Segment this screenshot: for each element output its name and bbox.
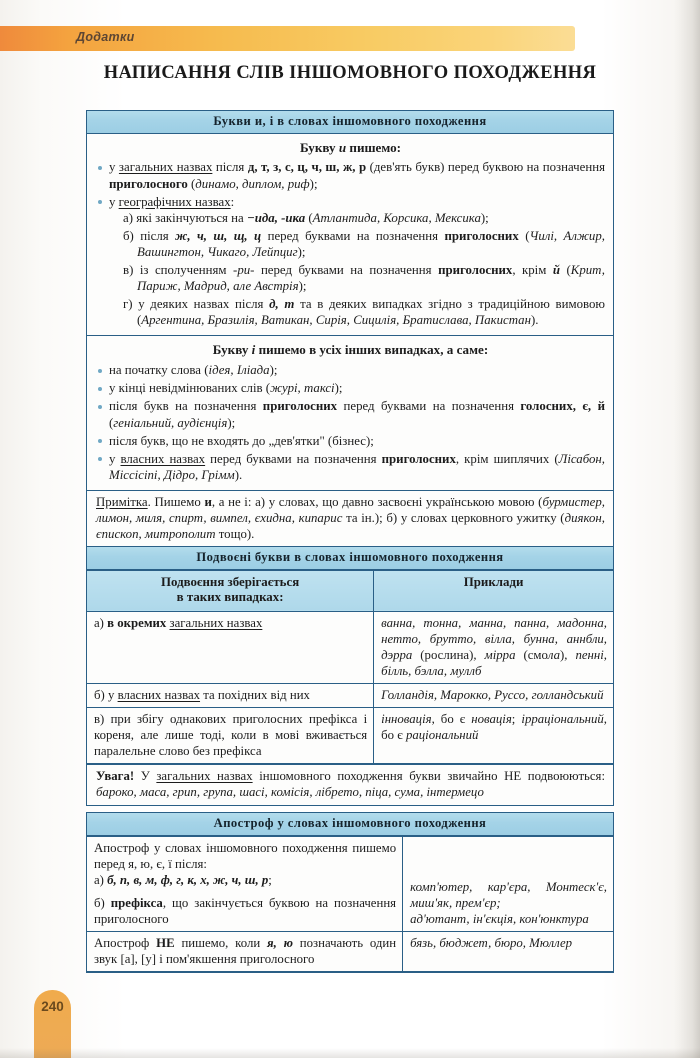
- table-row: [87, 611, 613, 683]
- apostrophe-rule-intro: Апостроф у словах іншомовного походження пишемо перед я, ю, є, ї після:: [94, 840, 397, 871]
- section-double-band-title: Подвоєні букви в словах іншомовного походження: [87, 547, 613, 570]
- table-row: [87, 836, 613, 892]
- section-letters-band-title: Букви и, і в словах іншомовного походження: [87, 111, 613, 134]
- table-row: [87, 931, 613, 971]
- list-item: у загальних назвах після д, т, з, с, ц, ч, ш, ж, р (дев'ять букв) перед буквою на позначення приголосного (динамо, диплом, риф);: [96, 159, 605, 192]
- list-item: у географічних назвах: а) які закінчуються на −ида, -ика (Атлантида, Корсика, Мексика); б) після ж, ч, ш, щ, ц перед буквами на позначення приголосних (Чилі, Алжир, Вашингтон, Чикаго, Лейпциг); в) із сполученням -ри- перед буквами на позначення приголосних, крім й (Крит, Париж, Мадрид, але Австрія); г) у деяких назвах після д, т та в деяких випадках згідно з традиційною вимовою (Аргентина, Бразилія, Ватикан, Сирія, Сицилія, Братислава, Пакистан).: [96, 194, 605, 329]
- page-number-tab: [34, 990, 71, 1058]
- col-header-rule-line2: в таких випадках:: [176, 590, 284, 605]
- apostrophe-rule-a: а) б, п, в, м, ф, г, к, х, ж, ч, ш, р;: [94, 872, 272, 887]
- page-bottom-shadow: [0, 1048, 700, 1058]
- section-apostrophe-block: [86, 812, 614, 973]
- lead-letter-y: Букву и пишемо:: [299, 139, 402, 155]
- page-edge-shadow: [674, 0, 700, 1058]
- sub-item-g: г) у деяких назвах після д, т та в деяких випадках згідно з традиційною вимовою (Аргентина, Бразилія, Ватикан, Сирія, Сицилія, Братислава, Пакистан).: [123, 296, 605, 328]
- section-letters-block: [86, 110, 614, 548]
- page-title: НАПИСАННЯ СЛІВ ІНШОМОВНОГО ПОХОДЖЕННЯ: [103, 63, 597, 83]
- list-item: у власних назвах перед буквами на позначення приголосних, крім шиплячих (Лісабон, Міссісіпі, Дідро, Грімм).: [96, 451, 605, 484]
- sub-item-b: б) після ж, ч, ш, щ, ц перед буквами на позначення приголосних (Чилі, Алжир, Вашингтон, Чикаго, Лейпциг);: [123, 228, 605, 260]
- double-letters-table: [87, 570, 613, 765]
- rule-cell-v: в) при збігу однакових приголосних префікса і кореня, але лише тоді, коли в мові вживається паралельне слово без префікса: [87, 708, 374, 764]
- sub-item-v: в) із сполученням -ри- перед буквами на позначення приголосних, крім й (Крит, Париж, Мадрид, але Австрія);: [123, 262, 605, 294]
- rules-list-i: [96, 362, 605, 484]
- list-item: після букв, що не входять до „дев'ятки" (бізнес);: [96, 433, 605, 450]
- apostrophe-rule-cell-not: Апостроф НЕ пишемо, коли я, ю позначають один звук [а], [у] і пом'якшення приголосного: [87, 931, 403, 971]
- page-number: 240: [41, 999, 64, 1014]
- apostrophe-examples-b: ад'ютант, ін'єкція, кон'юнктура: [410, 911, 589, 926]
- rule-cell-a: а) в окремих загальних назвах: [87, 611, 374, 683]
- examples-cell-b: Голландія, Марокко, Руссо, голландський: [374, 684, 613, 708]
- apostrophe-table: [87, 836, 613, 972]
- rule-cell-b: б) у власних назвах та похідних від них: [87, 684, 374, 708]
- section-letters-note: Примітка. Пишемо и, а не і: а) у словах, що давно засвоєні українською мовою (бурмистер, лимон, миля, спирт, вимпел, єхидна, кипарис та ін.); б) у словах церковного ужитку (диякон, єпископ, митрополит тощо).: [87, 490, 613, 547]
- apostrophe-examples-a: комп'ютер, кар'єра, Монтеск'є, миш'як, прем'єр;: [410, 879, 607, 910]
- list-item: після букв на позначення приголосних перед буквами на позначення голосних, є, й (геніальний, аудієнція);: [96, 398, 605, 431]
- section-letters-body: [87, 134, 613, 336]
- section-double-block: [86, 546, 614, 806]
- section-letters-body-2: [87, 335, 613, 490]
- apostrophe-rule-cell-b: б) префікса, що закінчується буквою на позначення приголосного: [87, 892, 403, 932]
- table-row: [87, 684, 613, 708]
- col-header-rule: [87, 570, 374, 611]
- apostrophe-examples-not: бязь, бюджет, бюро, Мюллер: [403, 931, 613, 971]
- lead-letter-i: Букву і пишемо в усіх інших випадках, а саме:: [212, 342, 489, 358]
- table-header-row: [87, 570, 613, 611]
- list-item: у кінці невідмінюваних слів (журі, таксі);: [96, 380, 605, 397]
- section-double-warning: Увага! У загальних назвах іншомовного походження букви звичайно НЕ подвоюються: бароко, маса, грип, група, шасі, комісія, лібрето, піца, сума, інтермецо: [87, 764, 613, 804]
- table-row: [87, 708, 613, 764]
- col-header-examples: Приклади: [374, 570, 613, 611]
- apostrophe-examples-ab: [403, 836, 613, 931]
- examples-cell-a: ванна, тонна, манна, панна, мадонна, нетто, брутто, вілла, бунна, аннбли, дэрра (рослина), мірра (смола), пенні, білль, бэлла, муллб: [374, 611, 613, 683]
- apostrophe-rule-cell-a: [87, 836, 403, 892]
- section-apostrophe-band-title: Апостроф у словах іншомовного походження: [87, 813, 613, 836]
- sub-item-a: а) які закінчуються на −ида, -ика (Атлантида, Корсика, Мексика);: [123, 211, 489, 226]
- examples-cell-v: інновація, бо є новація; ірраціональний, бо є раціональний: [374, 708, 613, 764]
- list-item: на початку слова (ідея, Іліада);: [96, 362, 605, 379]
- col-header-rule-line1: Подвоєння зберігається: [160, 574, 300, 589]
- rules-list-y: [96, 159, 605, 329]
- running-head-label: Додатки: [76, 30, 135, 44]
